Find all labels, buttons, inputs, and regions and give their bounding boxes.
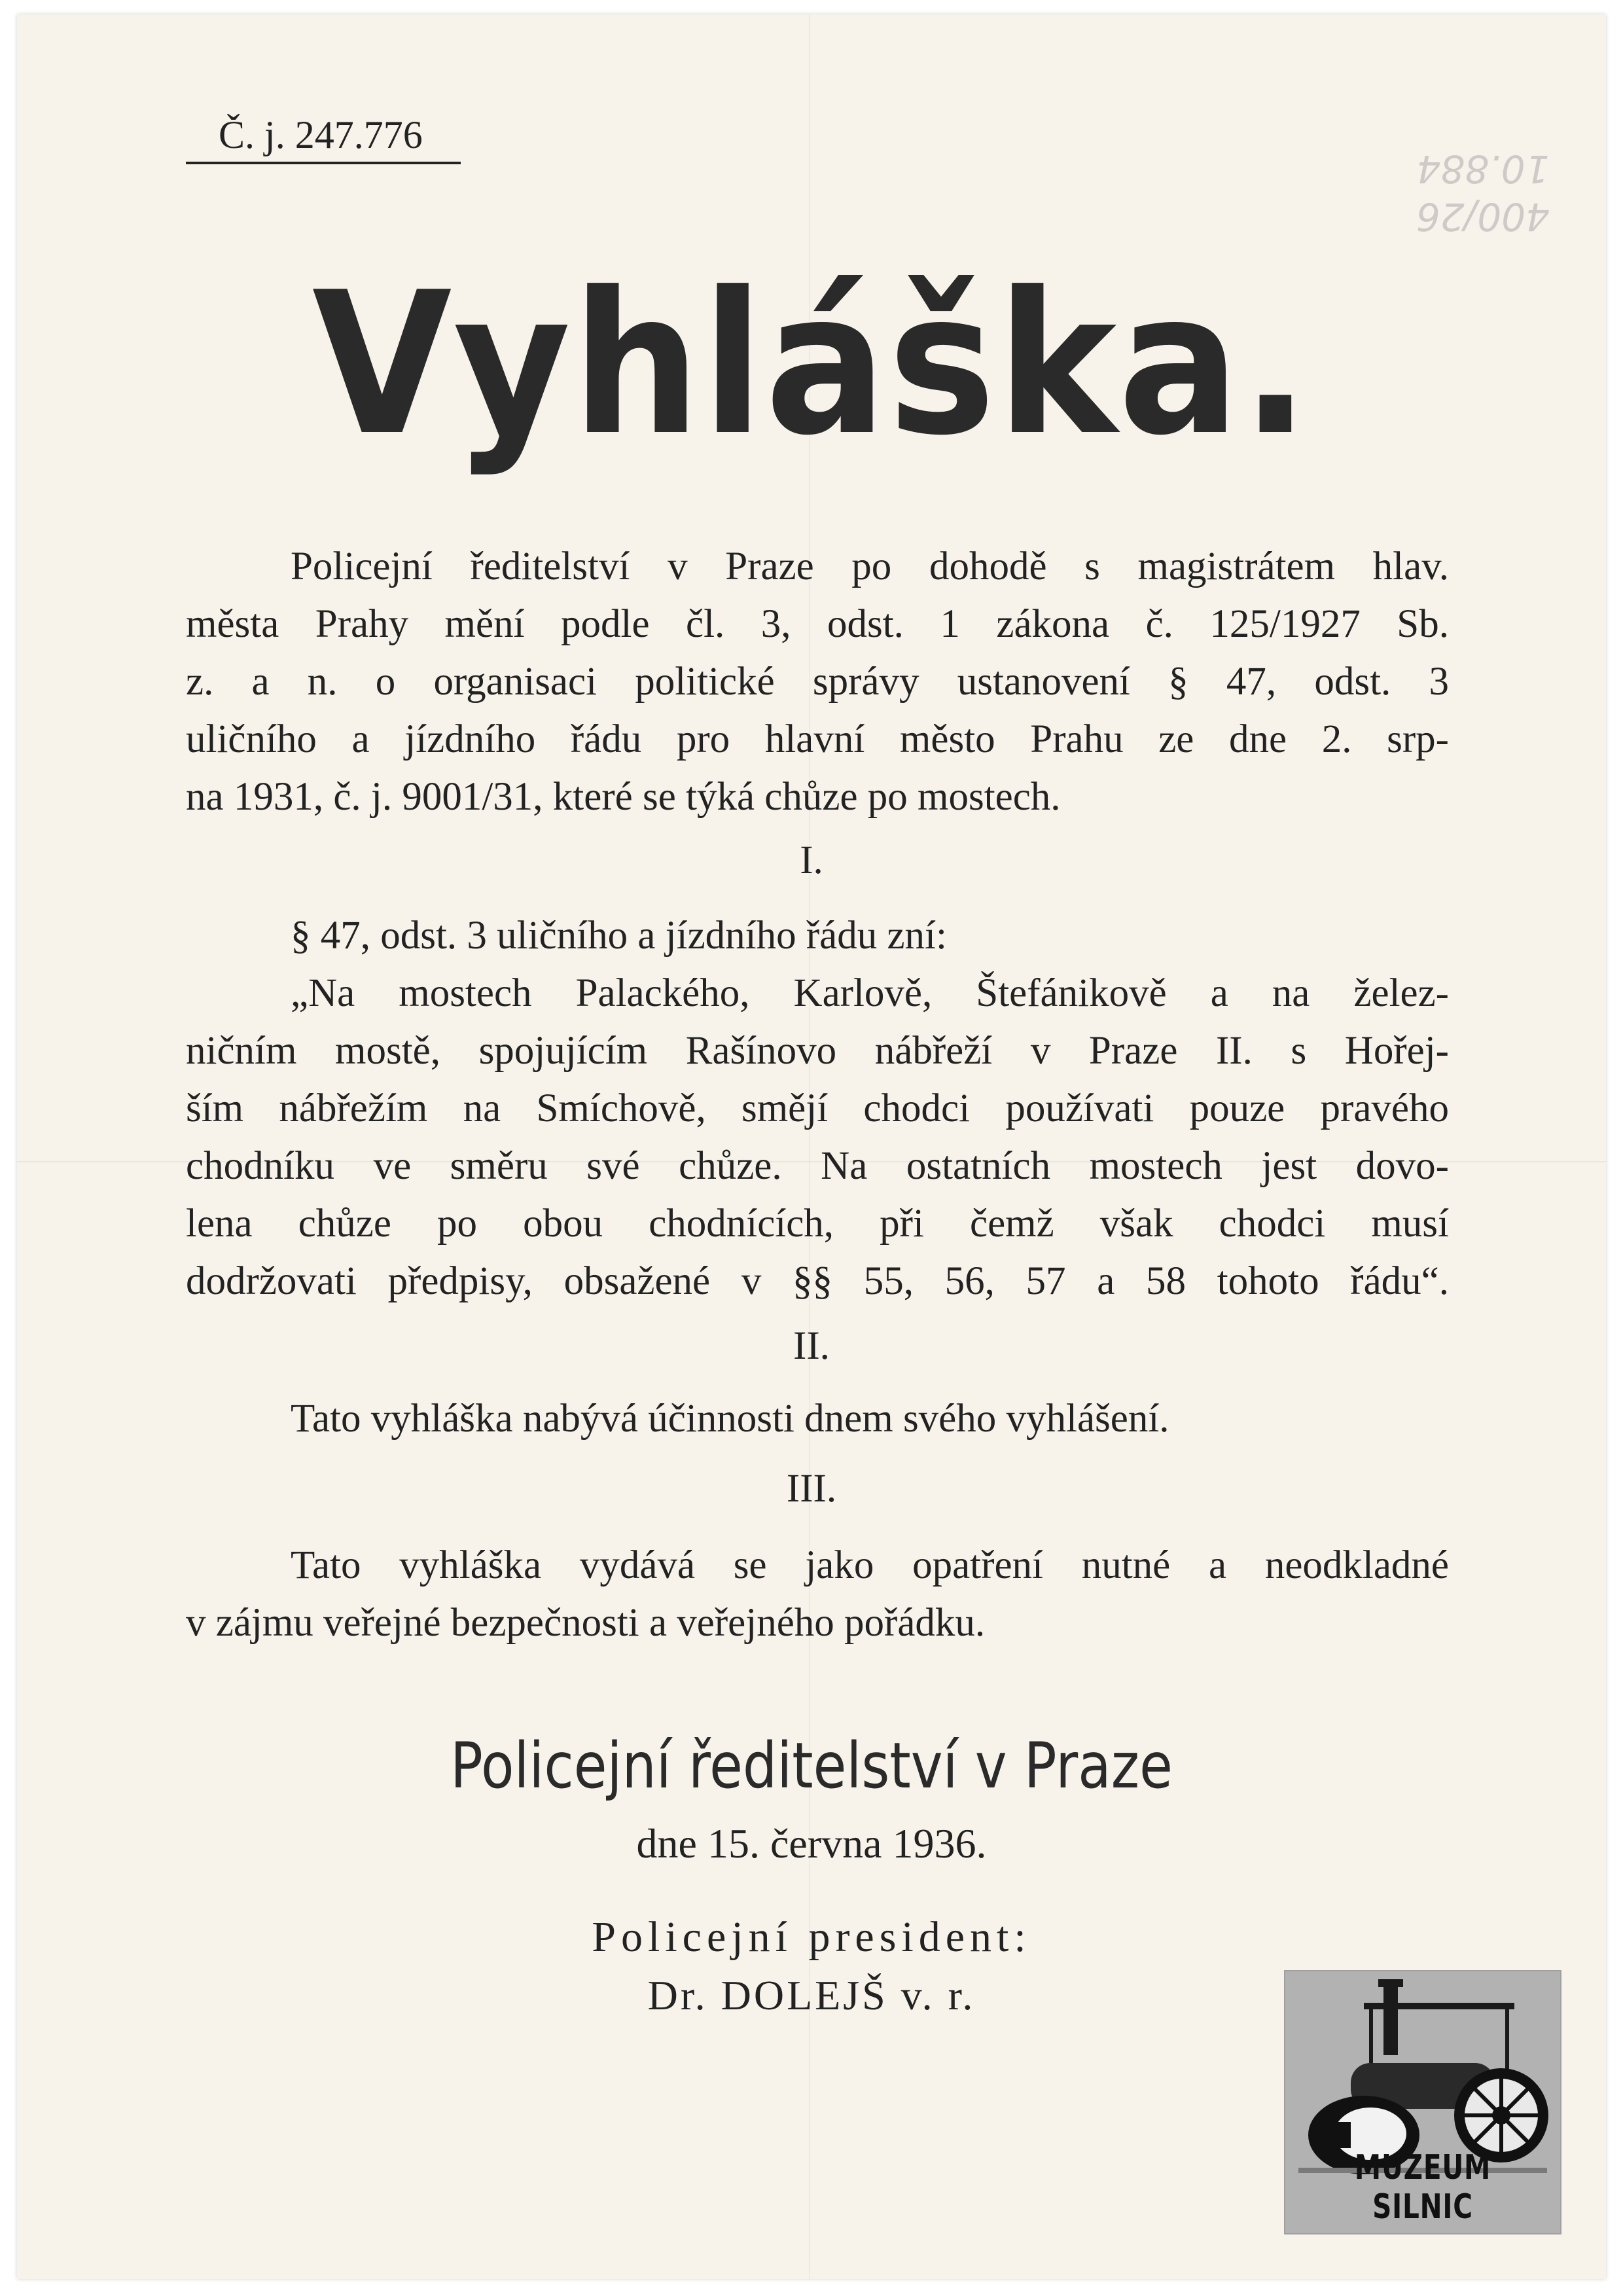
text-line: na 1931, č. j. 9001/31, které se týká chůze po mostech.	[186, 775, 1061, 819]
text-line: dodržovati předpisy, obsažené v §§ 55, 56, 57 a 58 tohoto řádu“.	[186, 1259, 1449, 1303]
document-page	[17, 14, 1606, 2279]
text-line: města Prahy mění podle čl. 3, odst. 1 zákona č. 125/1927 Sb.	[186, 602, 1449, 646]
president-name: Dr. DOLEJŠ v. r.	[647, 1972, 976, 2018]
pencil-note-line: 400/26	[1416, 194, 1550, 239]
issue-date: dne 15. června 1936.	[636, 1820, 987, 1867]
text-line: ničním mostě, spojujícím Rašínovo nábřeží v Praze II. s Hořej-	[186, 1029, 1449, 1073]
text-line: z. a n. o organisaci politické správy ustanovení § 47, odst. 3	[186, 660, 1449, 704]
text-line: ším nábřežím na Smíchově, smějí chodci používati pouze pravého	[186, 1086, 1449, 1130]
text-line: uličního a jízdního řádu pro hlavní město Prahu ze dne 2. srp-	[186, 717, 1449, 761]
text-line: Policejní ředitelství v Praze po dohodě s magistrátem hlav.	[291, 545, 1449, 588]
text-line: lena chůze po obou chodnících, při čemž však chodci musí	[186, 1202, 1449, 1246]
section-numeral-1: I.	[800, 838, 823, 882]
text-line: Tato vyhláška vydává se jako opatření nutné a neodkladné	[291, 1543, 1449, 1587]
pencil-note	[1404, 145, 1561, 240]
logo-text: MUZEUM SILNIC	[1354, 2148, 1491, 2227]
pencil-note-line: 10.884	[1416, 147, 1550, 192]
section-2-text: Tato vyhláška nabývá účinnosti dnem svého vyhlášení.	[291, 1397, 1169, 1441]
reference-number: Č. j. 247.776	[186, 113, 461, 164]
text-line: v zájmu veřejné bezpečnosti a veřejného pořádku.	[186, 1601, 986, 1645]
section-1-heading: § 47, odst. 3 uličního a jízdního řádu zní:	[291, 914, 947, 958]
museum-logo	[1284, 1970, 1561, 2234]
text-line: chodníku ve směru své chůze. Na ostatních mostech jest dovo-	[186, 1144, 1449, 1188]
president-title: Policejní president:	[592, 1913, 1031, 1961]
text-line: „Na mostech Palackého, Karlově, Štefánikově a na želez-	[291, 971, 1449, 1015]
section-numeral-2: II.	[793, 1324, 830, 1368]
document-title: Vyhláška.	[312, 250, 1311, 478]
issuer-name: Policejní ředitelství v Praze	[450, 1729, 1173, 1803]
section-numeral-3: III.	[786, 1467, 837, 1511]
